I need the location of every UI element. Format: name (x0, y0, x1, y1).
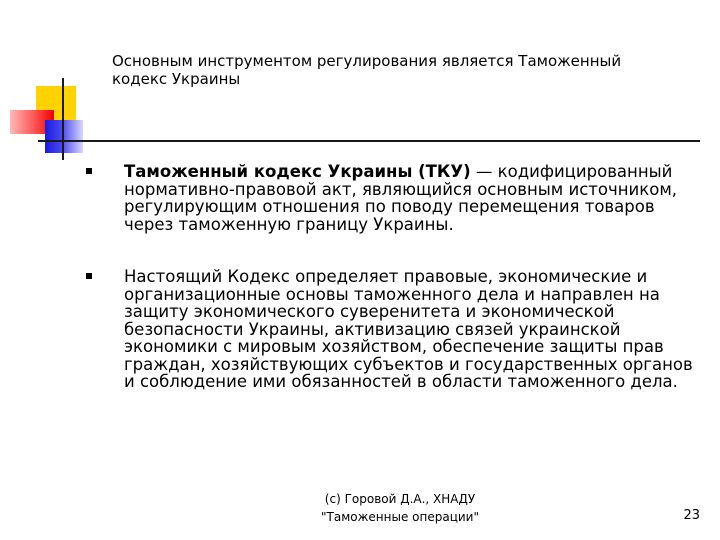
bullet-item-2 (124, 268, 696, 391)
bullet-text: — кодифицированный нормативно-правовой акт, являющийся основным источником, регулирующим отношения по поводу перемещения товаров через таможенную границу Украины. (124, 162, 678, 234)
bullet-text: Настоящий Кодекс определяет правовые, экономические и организационные основы таможенного дела и направлен на защиту экономического суверенитета и экономической безопасности Украины, активизацию связей украинской экономики с мировым хозяйством, обеспечение защиты прав граждан, хозяйствующих субъектов и государственных органов и соблюдение ими обязанностей в области таможенного дела. (124, 267, 693, 391)
bullet-square-icon (86, 273, 92, 279)
footer-author: (с) Горовой Д.А., ХНАДУ (324, 492, 476, 506)
bullet-square-icon (86, 168, 92, 174)
decor-vertical-line (62, 78, 64, 160)
bullet-term: Таможенный кодекс Украины (ТКУ) (124, 162, 471, 181)
slide-title: Основным инструментом регулирования является Таможенный кодекс Украины (112, 52, 622, 88)
footer-credit (300, 490, 500, 526)
decor-blue-square (45, 120, 83, 153)
footer-course: "Таможенные операции" (321, 510, 479, 524)
page-number: 23 (683, 508, 700, 523)
bullet-item-1 (124, 163, 696, 233)
title-divider-line (38, 140, 700, 142)
